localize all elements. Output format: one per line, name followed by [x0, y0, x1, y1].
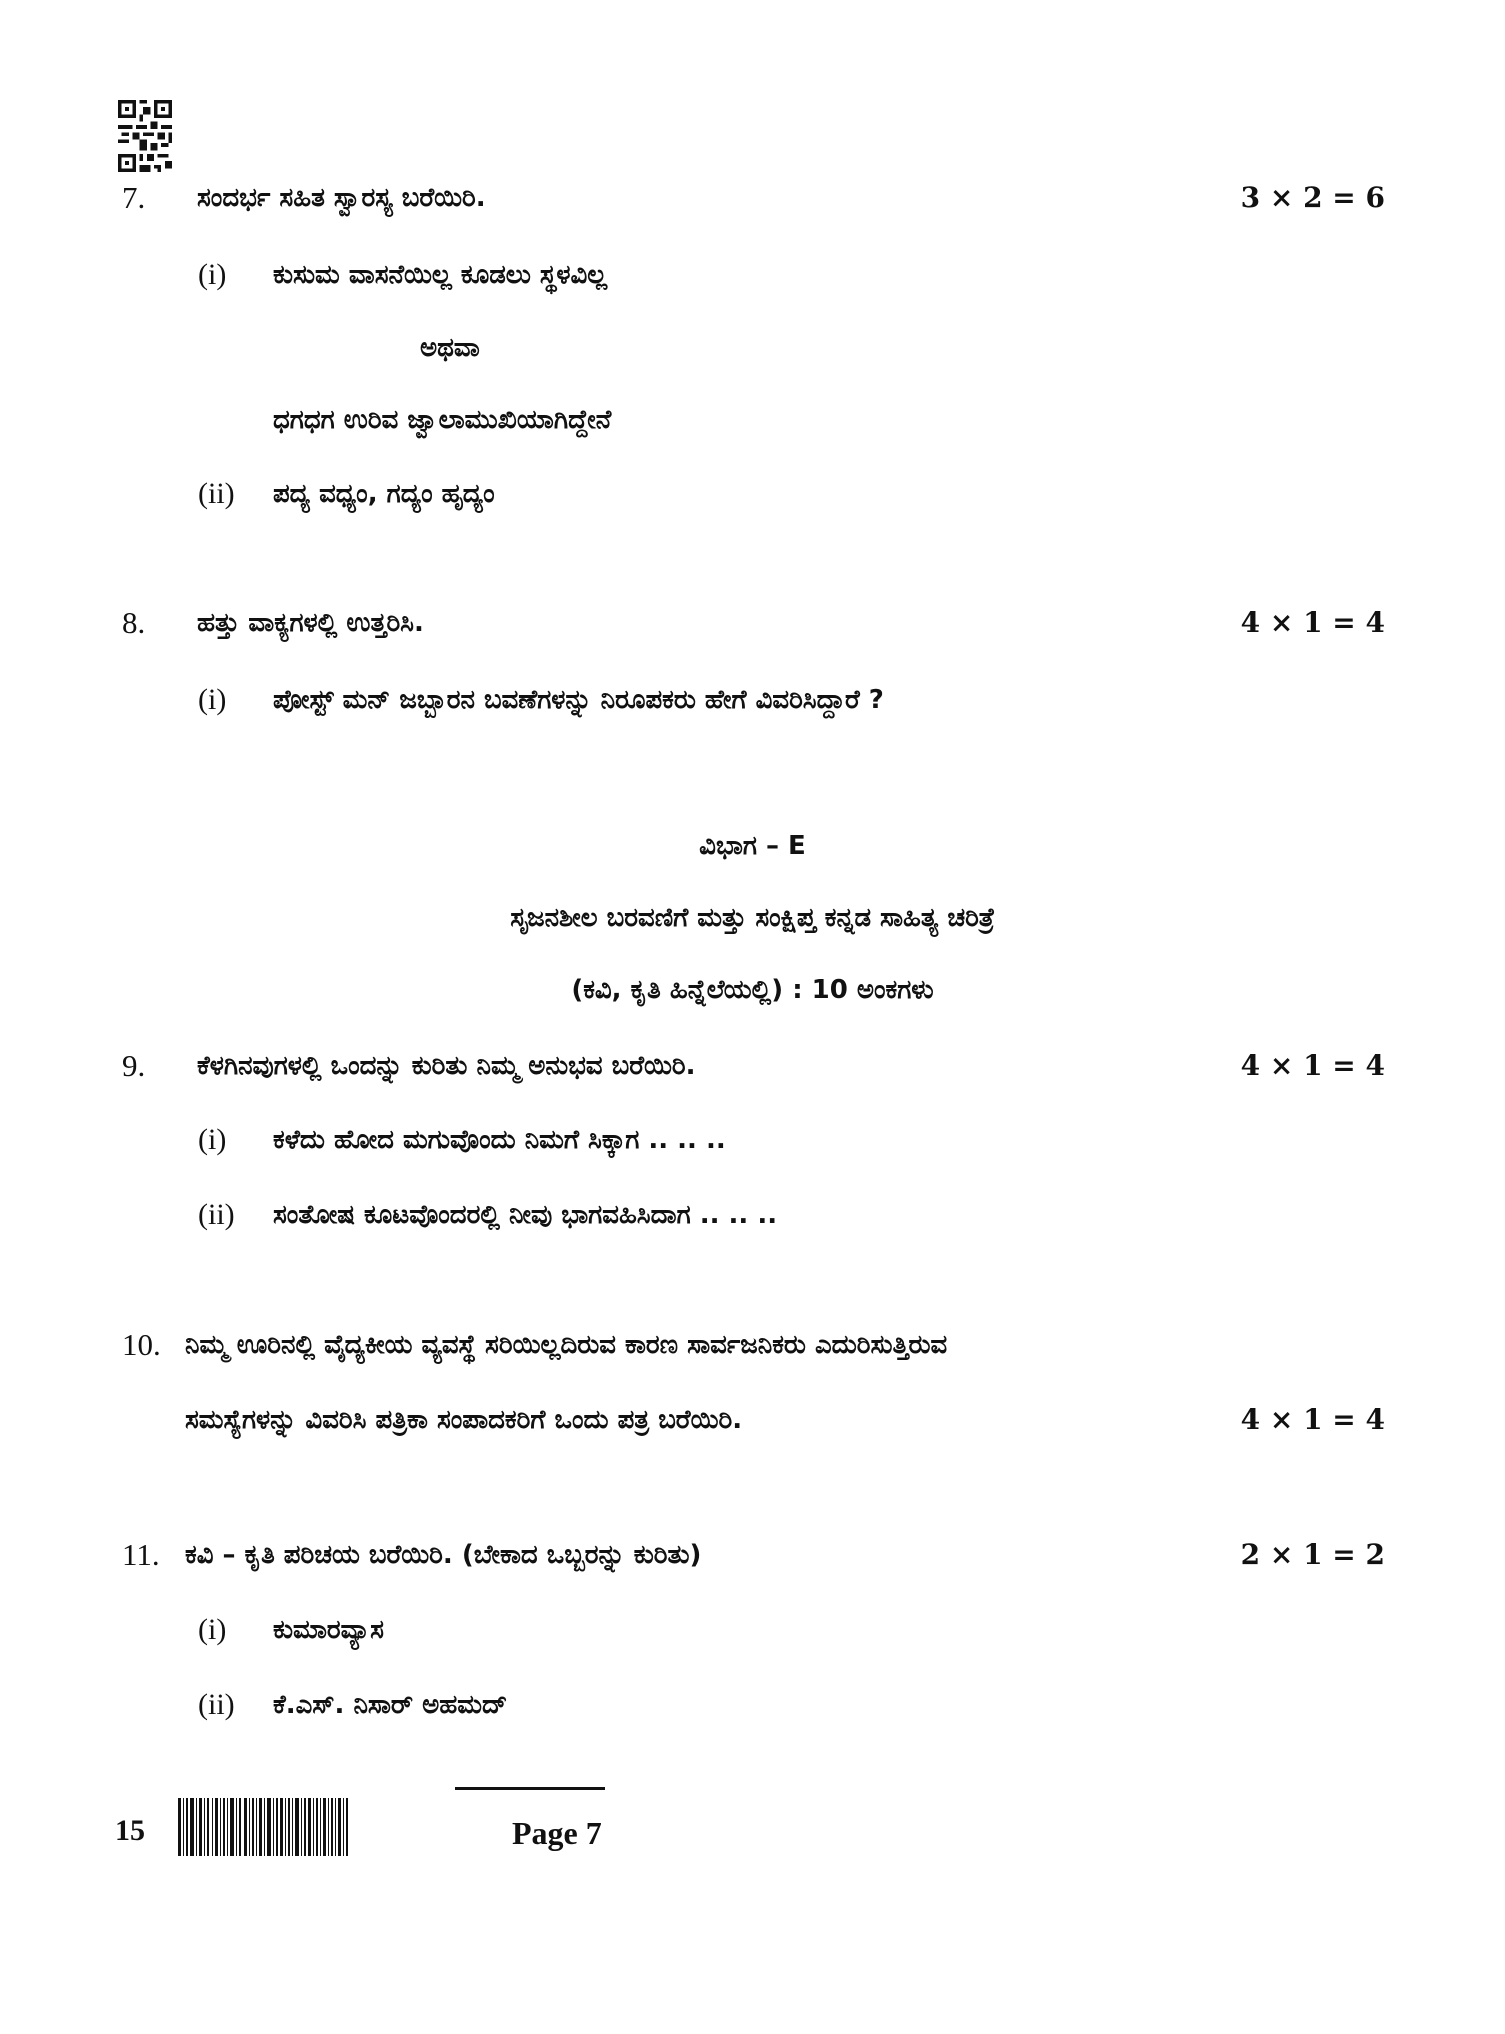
section-e-subtitle: ಸೃಜನಶೀಲ ಬರವಣಿಗೆ ಮತ್ತು ಸಂಕ್ಷಿಪ್ತ ಕನ್ನಡ ಸಾಹಿತ್ಯ ಚರಿತ್ರೆ	[510, 903, 995, 933]
question-10-number: 10.	[122, 1327, 161, 1362]
question-7-marks: 3 × 2 = 6	[1240, 181, 1385, 214]
question-9-item-2-text: ಸಂತೋಷ ಕೂಟವೊಂದರಲ್ಲಿ ನೀವು ಭಾಗವಹಿಸಿದಾಗ .. .. ..	[273, 1200, 778, 1230]
section-e-marks-line: (ಕವಿ, ಕೃತಿ ಹಿನ್ನೆಲೆಯಲ್ಲಿ) : 10 ಅಂಕಗಳು	[571, 975, 934, 1005]
question-8-number: 8.	[122, 605, 146, 640]
question-7-item-1-alt-text: ಧಗಧಗ ಉರಿವ ಜ್ವಾಲಾಮುಖಿಯಾಗಿದ್ದೇನೆ	[273, 405, 612, 435]
question-9-item-2-label: (ii)	[198, 1198, 235, 1231]
question-8-text: ಹತ್ತು ವಾಕ್ಯಗಳಲ್ಲಿ ಉತ್ತರಿಸಿ.	[197, 608, 424, 638]
question-7-or-label: ಅಥವಾ	[420, 333, 480, 363]
page-number: Page 7	[512, 1815, 602, 1851]
question-7-item-2-text: ಪದ್ಯ ವಧ್ಯಂ, ಗದ್ಯಂ ಹೃದ್ಯಂ	[273, 479, 495, 509]
question-9-marks: 4 × 1 = 4	[1240, 1049, 1385, 1082]
section-e-title: ವಿಭಾಗ – E	[699, 831, 806, 861]
question-7-text: ಸಂದರ್ಭ ಸಹಿತ ಸ್ವಾರಸ್ಯ ಬರೆಯಿರಿ.	[197, 183, 486, 213]
question-11-text: ಕವಿ – ಕೃತಿ ಪರಿಚಯ ಬರೆಯಿರಿ. (ಬೇಕಾದ ಒಬ್ಬರನ್ನು ಕುರಿತು)	[185, 1540, 702, 1570]
question-10-text-line-1: ನಿಮ್ಮ ಊರಿನಲ್ಲಿ ವೈದ್ಯಕೀಯ ವ್ಯವಸ್ಥೆ ಸರಿಯಿಲ್ಲದಿರುವ ಕಾರಣ ಸಾರ್ವಜನಿಕರು ಎದುರಿಸುತ್ತಿರುವ	[185, 1330, 948, 1360]
question-9-item-1-label: (i)	[198, 1123, 227, 1156]
question-10-text-line-2: ಸಮಸ್ಯೆಗಳನ್ನು ವಿವರಿಸಿ ಪತ್ರಿಕಾ ಸಂಪಾದಕರಿಗೆ ಒಂದು ಪತ್ರ ಬರೆಯಿರಿ.	[185, 1405, 743, 1435]
question-11-item-1-label: (i)	[198, 1613, 227, 1646]
qr-code-icon	[118, 100, 172, 172]
question-11-item-2-text: ಕೆ.ಎಸ್. ನಿಸಾರ್ ಅಹಮದ್	[273, 1690, 508, 1720]
question-8-marks: 4 × 1 = 4	[1240, 606, 1385, 639]
question-8-item-1-label: (i)	[198, 683, 227, 716]
question-7-number: 7.	[122, 180, 146, 215]
question-8-item-1-text: ಪೋಸ್ಟ್ ಮನ್ ಜಬ್ಬಾರನ ಬವಣೆಗಳನ್ನು ನಿರೂಪಕರು ಹೇಗೆ ವಿವರಿಸಿದ್ದಾರೆ ?	[273, 685, 884, 715]
question-10-marks: 4 × 1 = 4	[1240, 1403, 1385, 1436]
question-7-item-1-text: ಕುಸುಮ ವಾಸನೆಯಿಲ್ಲ ಕೂಡಲು ಸ್ಥಳವಿಲ್ಲ	[273, 260, 608, 290]
footer-divider	[455, 1787, 605, 1790]
question-9-text: ಕೆಳಗಿನವುಗಳಲ್ಲಿ ಒಂದನ್ನು ಕುರಿತು ನಿಮ್ಮ ಅನುಭವ ಬರೆಯಿರಿ.	[197, 1051, 696, 1081]
barcode-icon	[178, 1798, 348, 1856]
question-9-item-1-text: ಕಳೆದು ಹೋದ ಮಗುವೊಂದು ನಿಮಗೆ ಸಿಕ್ಕಾಗ .. .. ..	[273, 1125, 726, 1155]
question-11-marks: 2 × 1 = 2	[1240, 1538, 1385, 1571]
question-7-item-2-label: (ii)	[198, 477, 235, 510]
question-11-item-1-text: ಕುಮಾರವ್ಯಾಸ	[273, 1615, 384, 1645]
question-7-item-1-label: (i)	[198, 258, 227, 291]
question-11-item-2-label: (ii)	[198, 1688, 235, 1721]
question-9-number: 9.	[122, 1048, 146, 1083]
question-11-number: 11.	[122, 1537, 160, 1572]
footer-code: 15	[115, 1814, 145, 1847]
